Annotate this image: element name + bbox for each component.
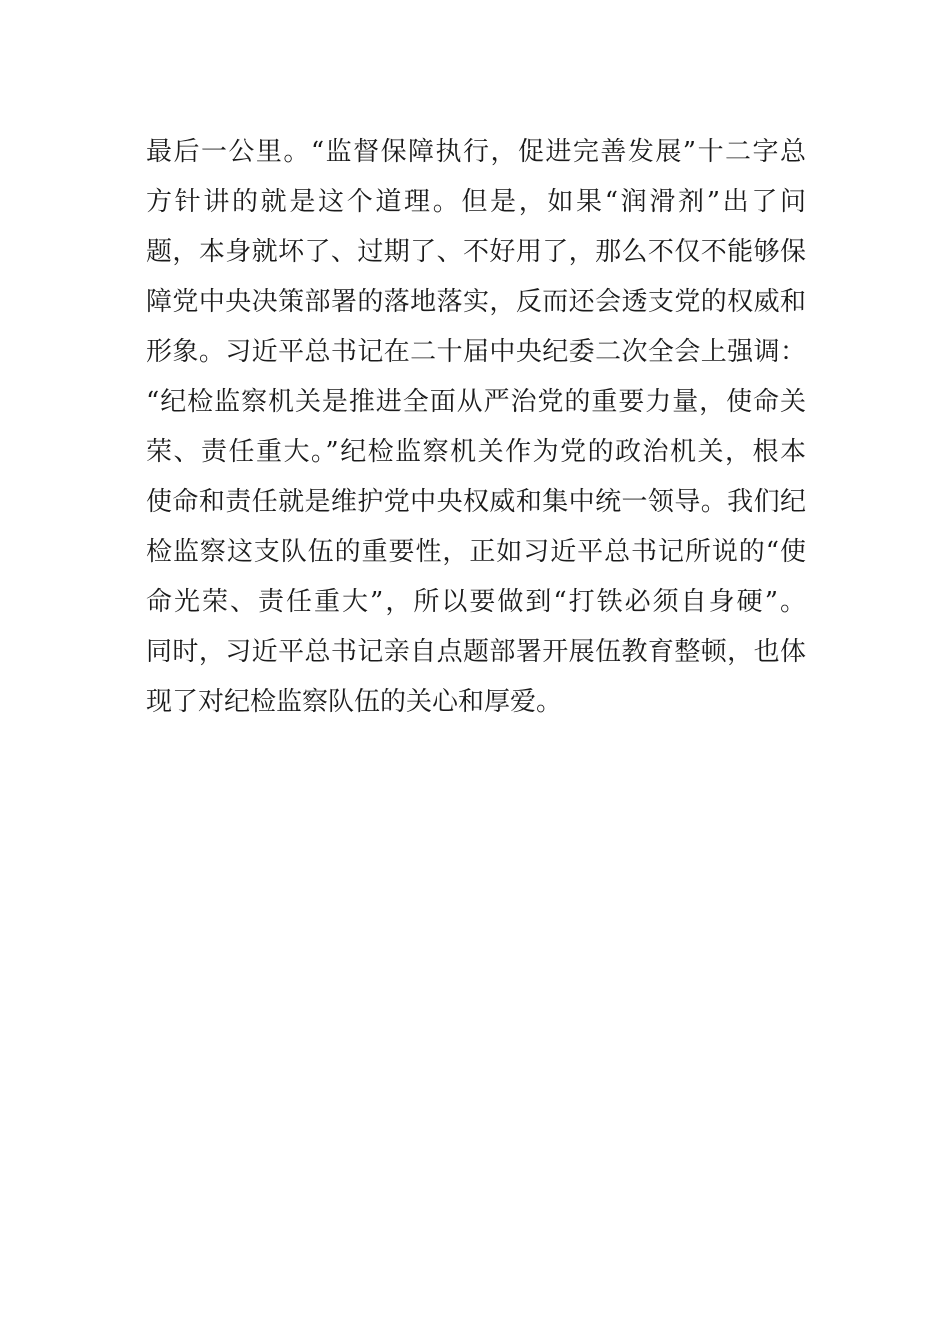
text-line: 检监察这支队伍的重要性，正如习近平总书记所说的“使	[146, 537, 806, 567]
text-line: 方针讲的就是这个道理。但是，如果“润滑剂”出了问	[146, 187, 806, 217]
text-line: 使命和责任就是维护党中央权威和集中统一领导。我们纪	[146, 487, 806, 517]
text-line: 题，本身就坏了、过期了、不好用了，那么不仅不能够保	[146, 237, 806, 267]
body-paragraph	[146, 127, 806, 727]
text-line: 形象。习近平总书记在二十届中央纪委二次全会上强调：	[146, 337, 806, 367]
text-line: 障党中央决策部署的落地落实，反而还会透支党的权威和	[146, 287, 806, 317]
text-line: 同时，习近平总书记亲自点题部署开展伍教育整顿，也体	[146, 637, 806, 667]
text-line: 荣、责任重大。”纪检监察机关作为党的政治机关，根本	[146, 437, 806, 467]
text-line: 命光荣、责任重大”，所以要做到“打铁必须自身硬”。	[146, 587, 806, 617]
text-line: 现了对纪检监察队伍的关心和厚爱。	[146, 687, 563, 717]
text-line: “纪检监察机关是推进全面从严治党的重要力量，使命关	[146, 387, 806, 417]
text-line: 最后一公里。“监督保障执行，促进完善发展”十二字总	[146, 137, 806, 167]
